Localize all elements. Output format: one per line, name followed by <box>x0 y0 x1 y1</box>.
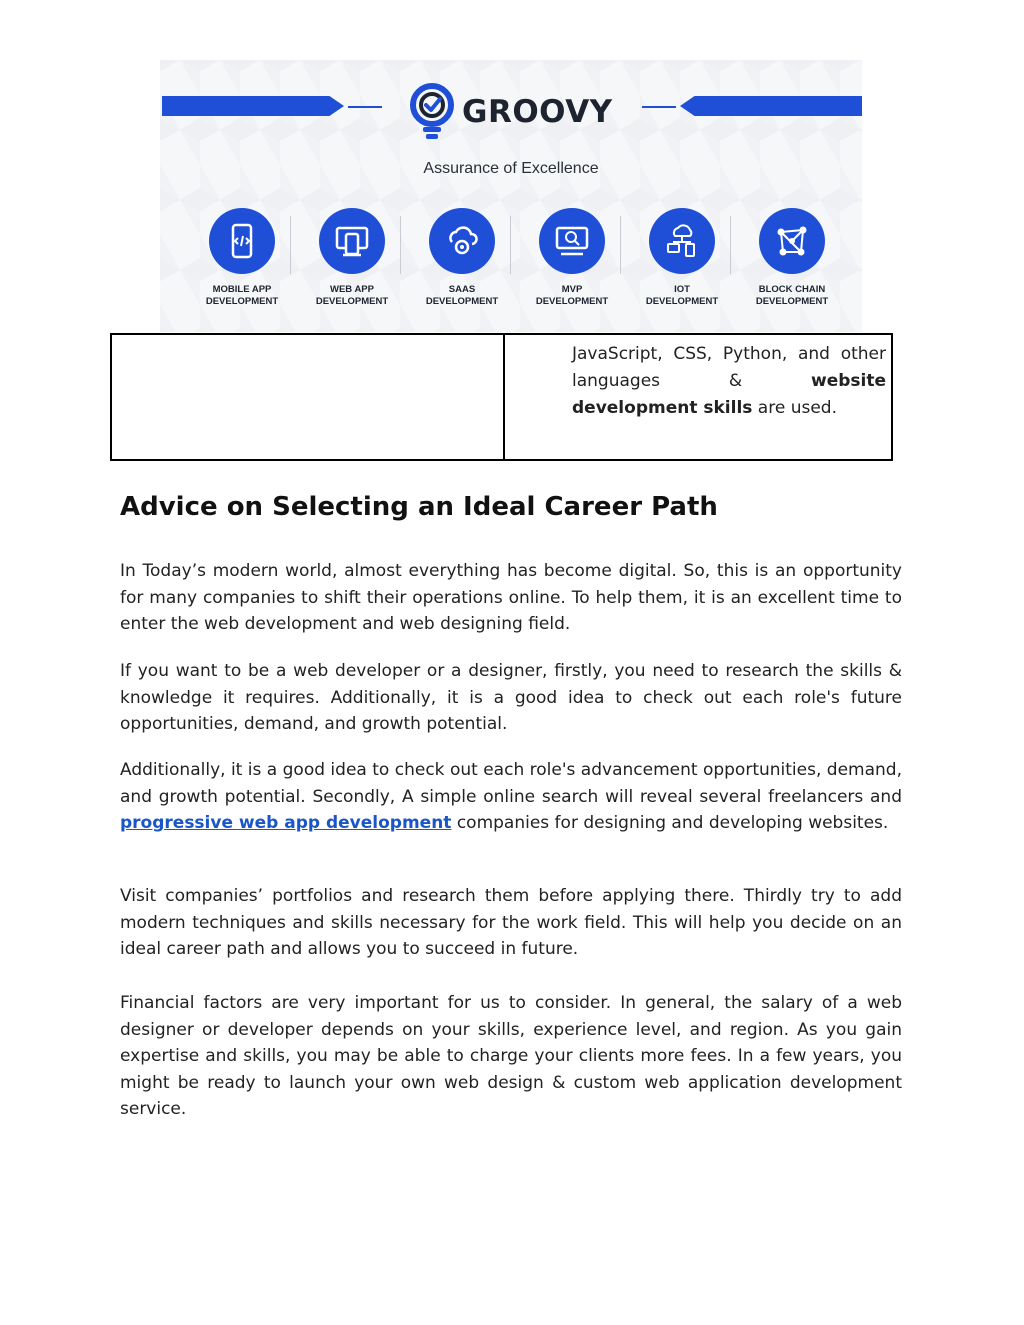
tagline: Assurance of Excellence <box>423 160 599 177</box>
banner-bar-left <box>162 96 344 116</box>
separator <box>730 216 731 274</box>
skills-table <box>110 333 893 461</box>
service-label: SAAS DEVELOPMENT <box>425 284 499 307</box>
services-row <box>192 208 852 318</box>
mobile-code-icon <box>223 222 261 260</box>
paragraph-2: If you want to be a web developer or a designer, firstly, you need to research the skills & knowledge it requires. Additionally, it is a good idea to check out each role's future opportunities, demand, and growth potential. <box>120 661 902 734</box>
separator <box>290 216 291 274</box>
service-iot <box>632 208 732 308</box>
web-app-icon <box>333 222 371 260</box>
bold-skills-text: website development skills <box>572 371 886 418</box>
service-mvp <box>522 208 622 308</box>
groovy-banner <box>160 60 862 332</box>
service-label: WEB APP DEVELOPMENT <box>315 284 389 307</box>
banner-line-left <box>348 106 382 108</box>
service-label: IOT DEVELOPMENT <box>645 284 719 307</box>
banner-bar-right <box>680 96 862 116</box>
paragraph-3: Additionally, it is a good idea to check out each role's advancement opportunities, demand, and growth potential. Secondly, A simple online search will reveal several freelancers and progressive web app development companies for designing and developing websites. <box>120 760 902 833</box>
brand-name: GROOVY <box>462 94 613 130</box>
service-label: MOBILE APP DEVELOPMENT <box>205 284 279 307</box>
service-mobile-app <box>192 208 292 308</box>
separator <box>620 216 621 274</box>
iot-cloud-devices-icon <box>663 222 701 260</box>
cloud-gear-icon <box>443 222 481 260</box>
banner-line-right <box>642 106 676 108</box>
lightbulb-check-icon <box>408 83 456 141</box>
service-blockchain <box>742 208 842 308</box>
pwa-development-link[interactable]: progressive web app development <box>120 813 452 833</box>
groovy-logo <box>408 82 613 142</box>
service-web-app <box>302 208 402 308</box>
mvp-monitor-icon <box>553 222 591 260</box>
table-cell: JavaScript, CSS, Python, and other languages & website development skills are used. <box>572 344 886 418</box>
paragraph-4: Visit companies’ portfolios and research them before applying there. Thirdly try to add modern techniques and skills necessary for the work field. This will help you decide on an ideal career path and allows you to succeed in future. <box>120 886 902 959</box>
section-heading: Advice on Selecting an Ideal Career Path <box>120 492 718 522</box>
service-label: MVP DEVELOPMENT <box>535 284 609 307</box>
paragraph-1: In Today’s modern world, almost everything has become digital. So, this is an opportunity for many companies to shift their operations online. To help them, it is an excellent time to enter the web development and web designing field. <box>120 561 902 634</box>
paragraph-5: Financial factors are very important for us to consider. In general, the salary of a web designer or developer depends on your skills, experience level, and region. As you gain expertise and skills, you may be able to charge your clients more fees. In a few years, you might be ready to launch your own web design & custom web application development service. <box>120 993 902 1119</box>
separator <box>400 216 401 274</box>
separator <box>510 216 511 274</box>
service-label: BLOCK CHAIN DEVELOPMENT <box>755 284 829 307</box>
table-column-divider <box>503 335 505 459</box>
service-saas <box>412 208 512 308</box>
blockchain-network-icon <box>773 222 811 260</box>
